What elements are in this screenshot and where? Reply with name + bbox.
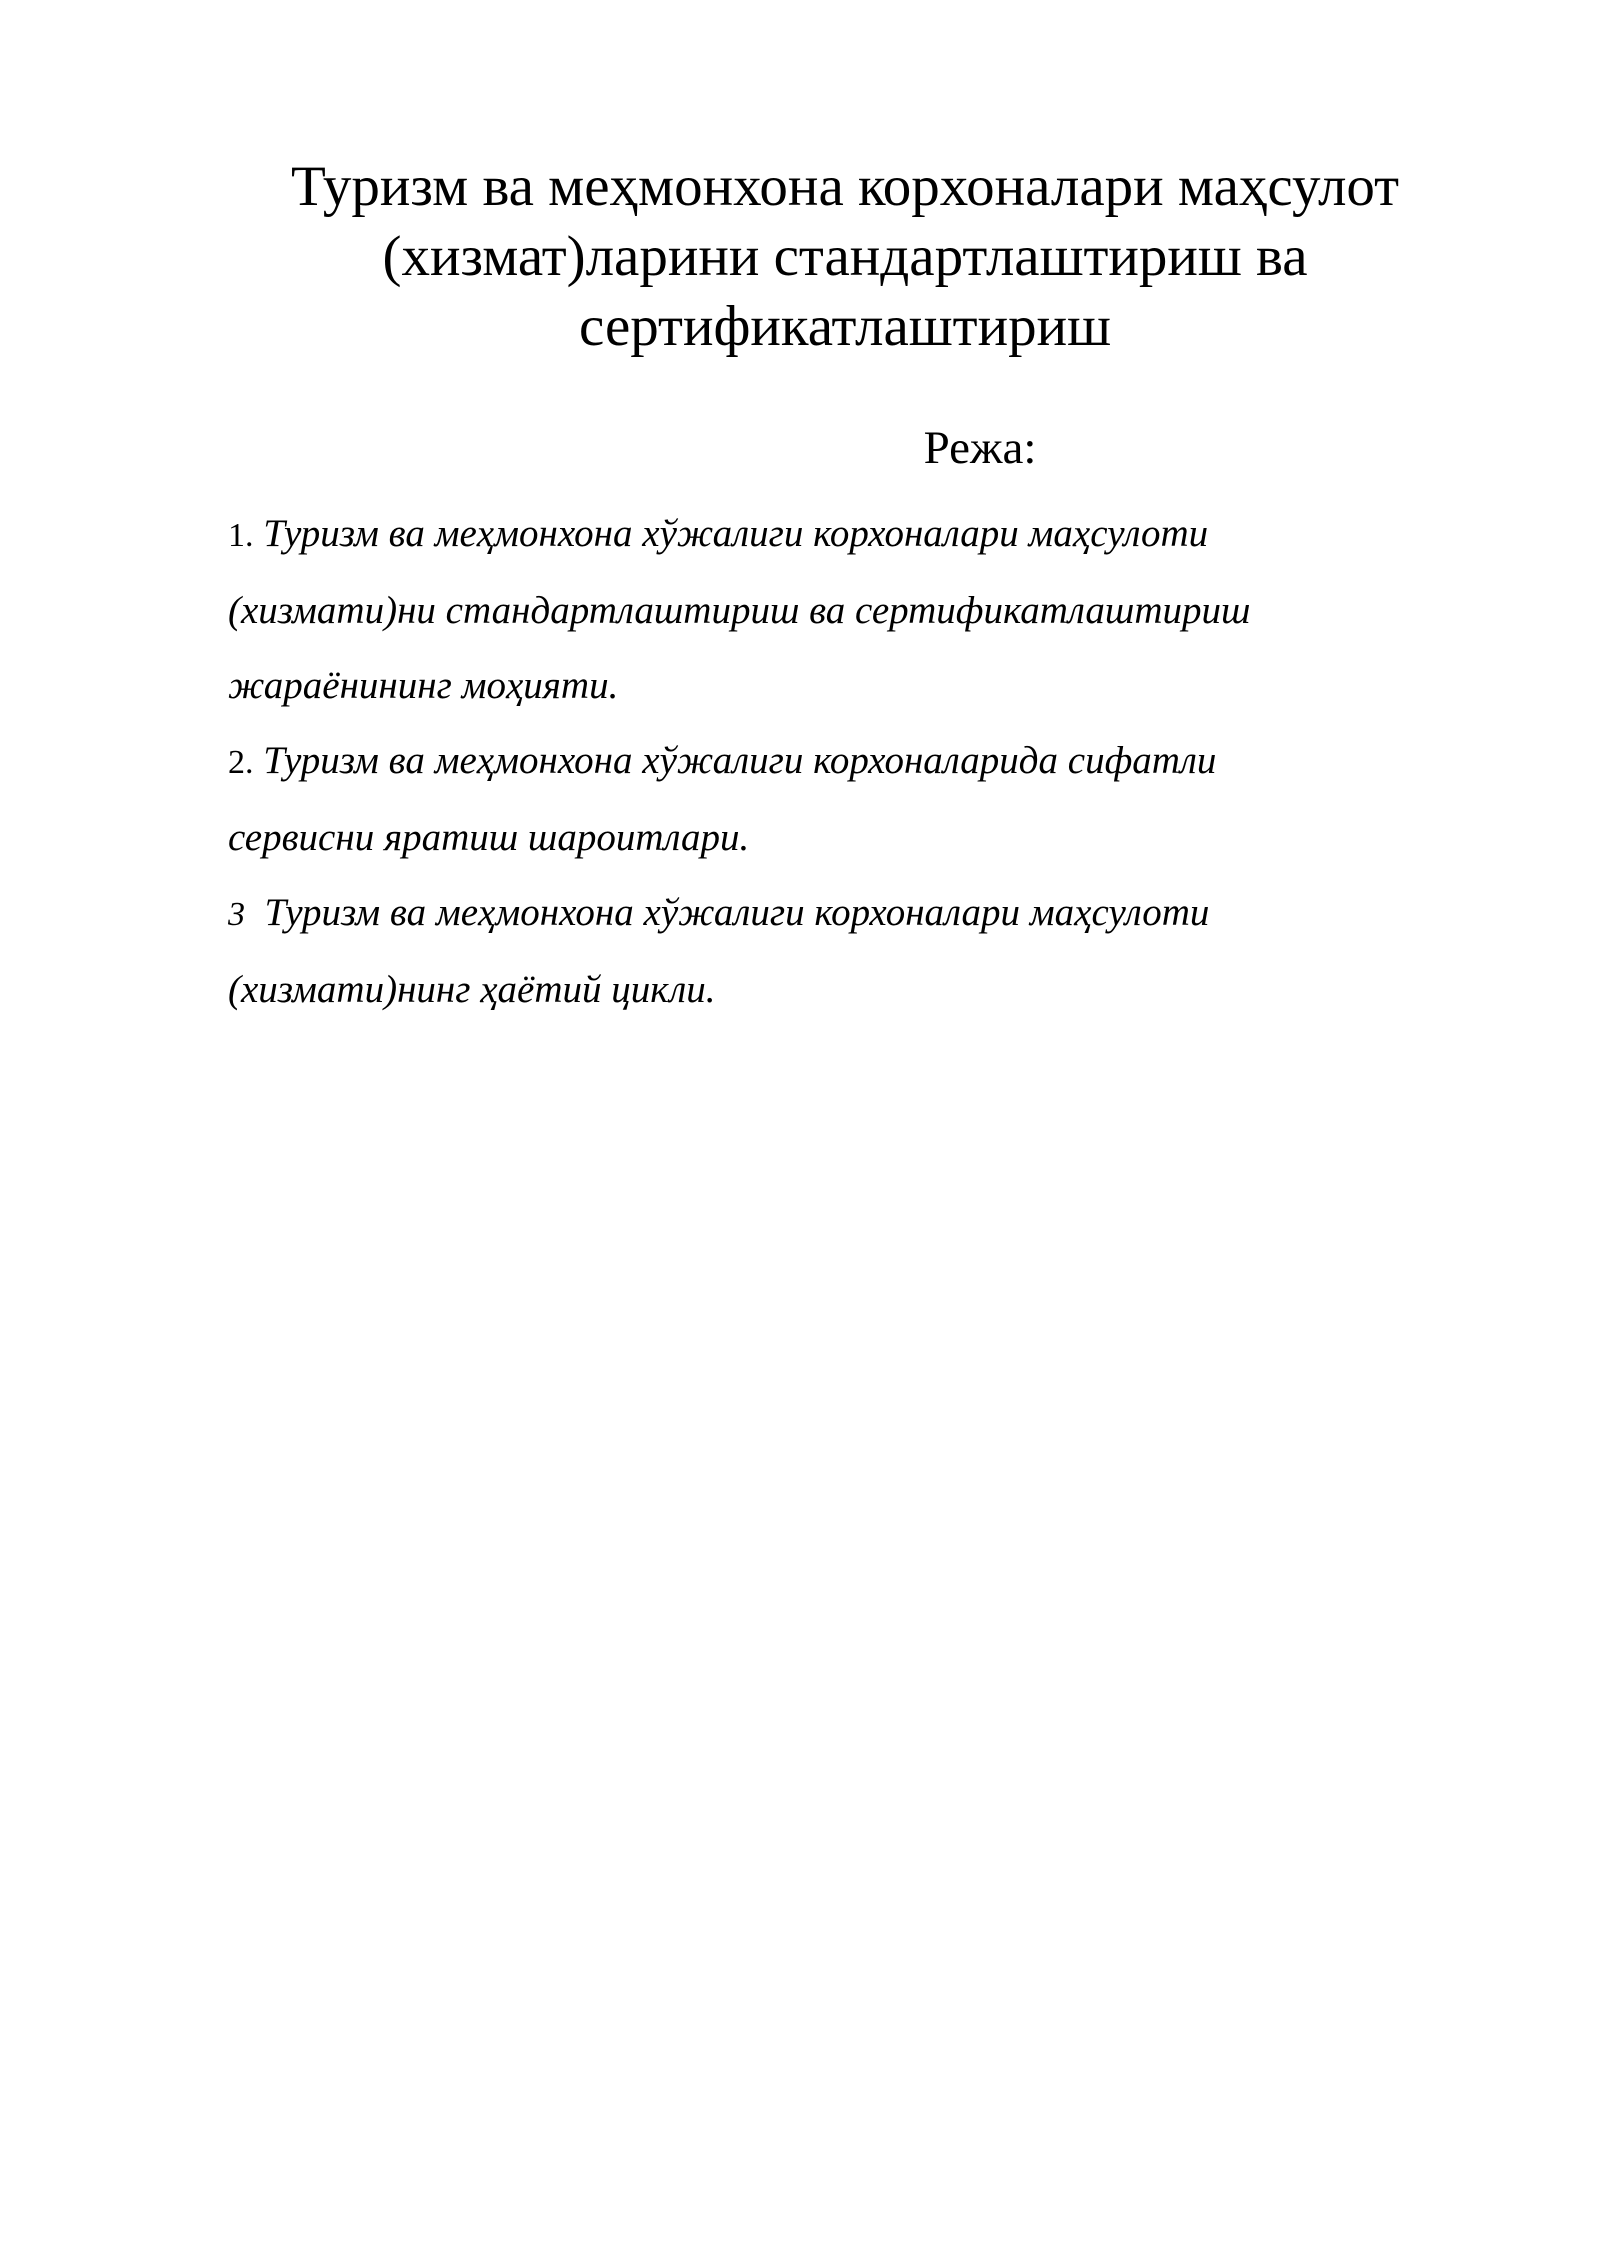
title-line: Туризм ва меҳмонхона корхоналари маҳсулот — [290, 155, 1400, 218]
plan-item-text: Туризм ва меҳмонхона хўжалиги корхоналари маҳсулоти — [264, 891, 1210, 934]
plan-heading: Режа: — [923, 422, 1037, 474]
plan-item-text: Туризм ва меҳмонхона хўжалиги корхоналарида сифатли — [263, 739, 1217, 782]
plan-item-number: 1. — [228, 517, 254, 554]
plan-item-text: Туризм ва меҳмонхона хўжалиги корхоналари маҳсулоти — [263, 512, 1209, 555]
title-line: (хизмат)ларини стандартлаштириш ва — [382, 225, 1308, 288]
plan-item-line — [228, 496, 1428, 573]
plan-item-2 — [228, 723, 1428, 875]
plan-item-3 — [228, 875, 1428, 1027]
plan-item-line: (хизмати)нинг ҳаётий цикли. — [228, 968, 716, 1011]
plan-list — [228, 496, 1428, 1027]
plan-item-1 — [228, 496, 1428, 723]
plan-item-line: сервисни яратиш шароитлари. — [228, 816, 750, 859]
plan-item-line — [228, 875, 1428, 952]
plan-item-number: 2. — [228, 744, 254, 781]
plan-item-line: жараёнининг моҳияти. — [228, 664, 619, 707]
plan-item-line: (хизмати)ни стандартлаштириш ва сертификатлаштириш — [228, 589, 1251, 632]
plan-item-number: 3 — [228, 896, 245, 933]
plan-item-line — [228, 723, 1428, 800]
title-line: сертификатлаштириш — [579, 295, 1111, 358]
document-title — [230, 152, 1460, 362]
